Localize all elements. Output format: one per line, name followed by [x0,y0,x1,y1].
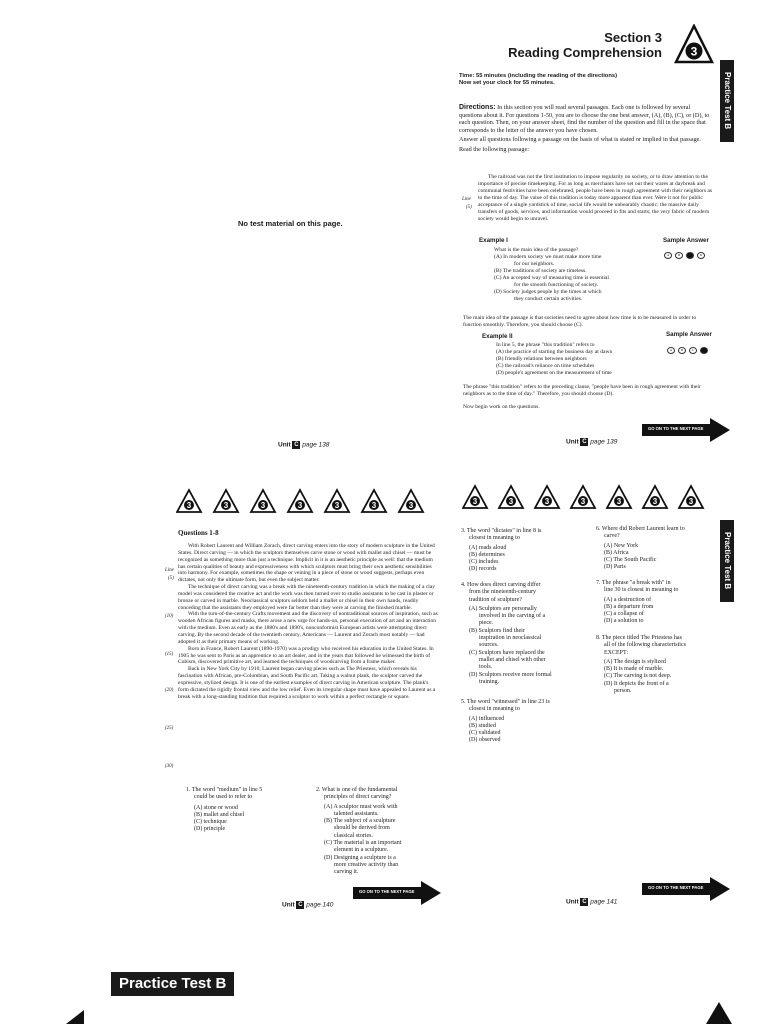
option-c[interactable]: (C) The material is an important [324,840,402,847]
directions-text: In this section you will read several passages. Each one is followed by several questions about it. For questions 1-50, you are to choose the one best answer, (A), (B), (C), or (D), to each question. Then, on your answer sheet, find the number of the question and fill in the space that corresponds to the letter of the answer you have chosen. [459,104,710,134]
side-tab-practice-test-b: Practice Test B [720,520,734,602]
line-label: Line [165,568,174,573]
section-3-triangle-icon [674,24,714,64]
option-c[interactable]: (C) Sculptors have replaced the [469,649,545,656]
question-stem: 5. The word "witnessed" in line 23 is [461,699,550,705]
question-3 [461,528,589,574]
option-b: (B) friendly relations between neighbors [496,356,587,362]
time-line: Time: 55 minutes (including the reading of the directions) [459,73,618,79]
option-b: (B) The traditions of society are timeless. [494,268,587,274]
option-a-cont: for our neighbors. [514,261,555,267]
corner-triangle-right-icon [702,1000,736,1024]
page-footer-140: Unit C page 140 [282,901,334,909]
example-1-bubbles [664,246,708,264]
option-c-cont: tools. [479,664,493,671]
tri-label: 3 [334,501,340,510]
reading-passage [178,543,438,700]
option-c[interactable]: (C) technique [194,819,227,826]
option-b[interactable]: (B) studied [469,722,496,729]
corner-triangle-left-icon [64,1004,100,1024]
option-a[interactable]: (A) stone or wood [194,804,238,811]
question-stem: 8. The piece titled The Priestess has [596,635,682,641]
example-1-sample-answer: Sample Answer [663,237,709,244]
line-label: Line [462,197,471,202]
option-d[interactable]: (D) principle [194,826,226,833]
go-on-label: GO ON TO THE NEXT PAGE [359,889,415,894]
go-on-arrow-141 [642,877,730,901]
question-1 [186,787,306,834]
option-a[interactable]: (A) a destruction of [604,596,652,603]
passage-paragraph: Born in France, Robert Laurent (1890-1970) was a prodigy who received his education in the United States. In 1905 he was sent to Paris as an apprentice to an art dealer, and in the years that followed he witnessed the birth of Cubism, discovered primitive art, and learned the techniques of woodcarving from a frame maker. [178,645,434,666]
line-number-30: (30) [165,764,174,769]
question-6 [596,526,714,572]
page-number: page 139 [590,438,618,446]
option-a[interactable]: (A) The design is stylized [604,658,666,665]
answer-bubble: C [689,347,697,354]
begin-work-note: Now begin work on the questions. [463,404,540,410]
answer-bubble: A [667,347,675,354]
unit-badge: C [582,899,587,905]
option-d[interactable]: (D) Sculptors receive more formal [469,671,552,678]
option-d[interactable]: (D) a solution to [604,618,644,625]
questions-heading: Questions 1-8 [178,529,219,537]
question-stem-cont: line 30 is closest in meaning to [604,587,679,594]
tri-label: 3 [652,497,658,506]
example-2-sample-answer: Sample Answer [666,331,712,338]
option-c[interactable]: (C) validated [469,730,501,737]
option-b[interactable]: (B) a departure from [604,603,654,610]
example-1-question [494,247,664,303]
option-c-cont: for the smooth functioning of society. [514,282,599,288]
question-stem-cont: principles of direct carving? [324,794,392,801]
answer-bubble: B [675,252,683,259]
unit-badge: C [298,902,303,908]
section-subtitle: Reading Comprehension [508,45,662,60]
question-8 [596,635,716,695]
sample-passage: The railroad was not the first institution to impose regularity on society, or to draw attention to the importance of precise timekeeping. For as long as merchants have set out their wares at daybreak and communal festivities have been celebrated, people have been in rough agreement with their neighbors as to the time of day. The value of this tradition is today more apparent than ever. Were it not for public acceptance of a single yardstick of time, social life would be unbearably chaotic: the massive daily transfers of goods, services, and information would proceed in fits and starts; the very fabric of modern society would begin to unravel. [478,174,713,222]
answer-bubble-filled: D [700,347,708,354]
page-footer-139: Unit C page 139 [566,438,618,446]
question-stem: 2. What is one of the fundamental [316,787,398,793]
tri-label: 3 [508,497,514,506]
tri-label: 3 [616,497,622,506]
side-tab-practice-test-b: Practice Test B [720,60,734,142]
unit-badge: C [294,442,299,448]
option-d-cont: person. [614,688,632,695]
tri-label: 3 [223,501,229,510]
question-stem: 6. Where did Robert Laurent learn to [596,526,685,532]
directions-block [459,104,713,154]
page-number: page 138 [302,441,330,449]
option-d[interactable]: (D) Paris [604,564,626,571]
line-number-5: (5) [466,205,472,210]
line-number-10: (10) [165,614,174,619]
option-b-cont: should be derived from [334,825,390,832]
triangle-row-left [176,488,436,514]
option-a[interactable]: (A) A sculptor must work with [324,803,398,810]
line-number-15: (15) [165,652,174,657]
option-a-cont: talented assistants. [334,810,379,817]
question-7 [596,580,714,626]
question-stem-cont: EXCEPT: [604,649,629,656]
option-d-cont: carving it. [334,869,359,876]
tri-label: 3 [544,497,550,506]
go-on-arrow-139 [642,418,730,442]
question-2 [316,787,441,877]
question-stem: In line 5, the phrase "this tradition" refers to [496,342,595,348]
answer-bubble: B [678,347,686,354]
option-b[interactable]: (B) mallet and chisel [194,811,245,818]
option-d[interactable]: (D) It depicts the front of a [604,680,669,687]
tri-label: 3 [408,501,414,510]
tri-label: 3 [297,501,303,510]
example-2-explanation: The phrase "this tradition" refers to the preceding clause, "people have been in rough agreement with their neighbors as to the time of day." Therefore, you should choose (D). [463,384,701,397]
tri-label: 3 [472,497,478,506]
option-a: (A) the practice of starting the business day at dawn [496,349,613,355]
passage-paragraph: With Robert Laurent and William Zorach, direct carving enters into the story of modern sculpture in the United States. Direct carving — in which the sculptors themselves carve stone or wood with mallet and chisel — must be recognized as something more than just a technique. Implicit in it is an aesthetic principle as well: that the medium has certain qualities of beauty and expressiveness with which sculptors must bring their own aesthetic sensibilities into harmony. For example, sometimes the shape or veining in a piece of stone or wood suggests, perhaps even dictates, not only the ultimate form, but even the subject matter. [178,543,435,584]
go-on-arrow-140 [353,881,441,905]
question-stem-cont: closest in meaning to [469,535,520,542]
option-b-cont: sources. [479,642,499,649]
question-stem: 1. The word "medium" in line 5 [186,787,263,793]
option-d-cont: training. [479,678,500,685]
page-footer-138: Unit C page 138 [278,441,330,449]
option-b-cont: inspiration in neoclassical [479,635,542,642]
passage-paragraph: The technique of direct carving was a break with the nineteenth-century tradition in which the making of a clay model was considered the creative act and the work was then turned over to studio assistants to be cast in plaster or bronze or carved in marble. Neoclassical sculptors seldom held a mallet or chisel in their own hands, readily conceding that the assistants they employed were far better than they were at carving the finished marble. [178,584,436,611]
option-c[interactable]: (C) The South Pacific [604,557,657,564]
time-instructions [459,73,709,87]
directions-label: Directions: [459,104,496,111]
question-stem: What is the main idea of the passage? [494,247,579,253]
question-stem-cont: from the nineteenth-century [469,589,536,596]
clock-line: Now set your clock for 55 minutes. [459,80,555,86]
triangle-row-right [462,484,712,510]
tri-label: 3 [688,497,694,506]
no-material-note: No test material on this page. [238,219,343,228]
passage-paragraph: With the turn-of-the-century Crafts movement and the discovery of nontraditional sources of inspiration, such as wooden African figures and masks, there arose a new urge for hands-on, personal execution of art and an interaction with the medium. Even as early as the 1880's and 1890's, nonconformist European artists were attempting direct carving. By the second decade of the twentieth century, Americans — Laurent and Zorach most notably — had adopted it as their primary means of working. [178,611,438,645]
option-c: (C) An accepted way of measuring time is essential [494,275,609,281]
example-2-question [496,342,666,377]
question-4 [461,582,589,686]
option-b[interactable]: (B) The subject of a sculpture [324,818,396,825]
example-2-label: Example II [482,333,513,340]
line-number-5: (5) [168,576,174,581]
question-stem: 3. The word "dictates" in line 8 is [461,528,542,534]
read-following: Read the following passage: [459,145,529,153]
example-2-bubbles [667,341,711,359]
section-number: 3 [690,44,698,59]
option-b[interactable]: (B) It is made of marble. [604,666,664,673]
page-number: page 140 [306,901,334,909]
page-footer-141: Unit C page 141 [566,898,618,906]
option-b-cont: classical stories. [334,832,373,839]
option-d-cont: they conduct certain activities. [514,296,583,302]
unit-badge: C [582,439,587,445]
line-number-25: (25) [165,726,174,731]
answer-bubble: A [664,252,672,259]
tri-label: 3 [260,501,266,510]
option-a[interactable]: (A) Sculptors are personally [469,605,537,612]
section-title: Section 3 [604,30,662,45]
option-b[interactable]: (B) determines [469,551,505,558]
option-c: (C) the railroad's reliance on time schedules [496,363,595,369]
answer-bubble: D [697,252,705,259]
line-number-20: (20) [165,688,174,693]
option-d[interactable]: (D) Designing a sculpture is a [324,854,396,861]
section-header [470,30,662,60]
option-c[interactable]: (C) The carving is not deep. [604,673,672,680]
option-d: (D) people's agreement on the measurement of time [496,370,612,376]
option-d[interactable]: (D) records [469,566,497,573]
tri-label: 3 [186,501,192,510]
option-a[interactable]: (A) reads aloud [469,544,507,551]
tri-label: 3 [371,501,377,510]
option-a-cont: involved in the carving of a [479,613,546,620]
option-b[interactable]: (B) Sculptors find their [469,627,525,634]
passage-paragraph: Back in New York City by 1910, Laurent began carving pieces such as The Priestess, which reveals his fascination with African, pre-Columbian, and South Pacific art. Taking a walnut plank, the sculptor carved the expressive, stylized design. It is one of the earliest examples of direct carving in American sculpture. The plank's form dictated the rigidly frontal view and the low relief. Even its irregular shape must have appealed to Laurent as a break with a long-standing tradition that required a sculptor to work within a perfect rectangle or square. [178,666,436,700]
section-triangles-icon [462,484,712,510]
option-d[interactable]: (D) observed [469,737,501,744]
option-a: (A) In modern society we must make more time [494,254,602,260]
tri-label: 3 [580,497,586,506]
example-1-explanation: The main idea of the passage is that societies need to agree about how time is to be measured in order to function smoothly. Therefore, you should choose (C). [463,315,697,328]
option-c-cont: element in a sculpture. [334,847,389,854]
question-stem-cont: all of the following characteristics [604,642,686,649]
question-stem-cont: could be used to refer to [194,794,253,801]
option-b[interactable]: (B) Africa [604,549,629,556]
option-a[interactable]: (A) New York [604,542,639,549]
question-5 [461,699,589,745]
question-stem: 7. The phrase "a break with" in [596,580,671,586]
question-stem-cont: carve? [604,533,620,540]
section-triangles-icon [176,488,436,514]
question-stem-cont: closest in meaning to [469,706,520,713]
option-c[interactable]: (C) a collapse of [604,611,644,618]
option-d: (D) Society judges people by the times at which [494,289,602,295]
answer-bubble-filled: C [686,252,694,259]
option-c[interactable]: (C) includes [469,559,499,566]
option-a-cont: piece. [479,620,494,627]
question-stem: 4. How does direct carving differ [461,582,541,588]
option-d-cont: more creative activity than [334,861,399,868]
page-number: page 141 [590,898,618,906]
go-on-label: GO ON TO THE NEXT PAGE [648,885,704,890]
option-a[interactable]: (A) influenced [469,715,505,722]
go-on-label: GO ON TO THE NEXT PAGE [648,426,704,431]
answer-all-note: Answer all questions following a passage on the basis of what is stated or implied in that passage. [459,136,701,144]
example-1-label: Example I [479,237,508,244]
question-stem-cont: tradition of sculpture? [469,596,522,603]
option-c-cont: mallet and chisel with other [479,656,546,663]
practice-test-b-tab: Practice Test B [111,972,234,996]
